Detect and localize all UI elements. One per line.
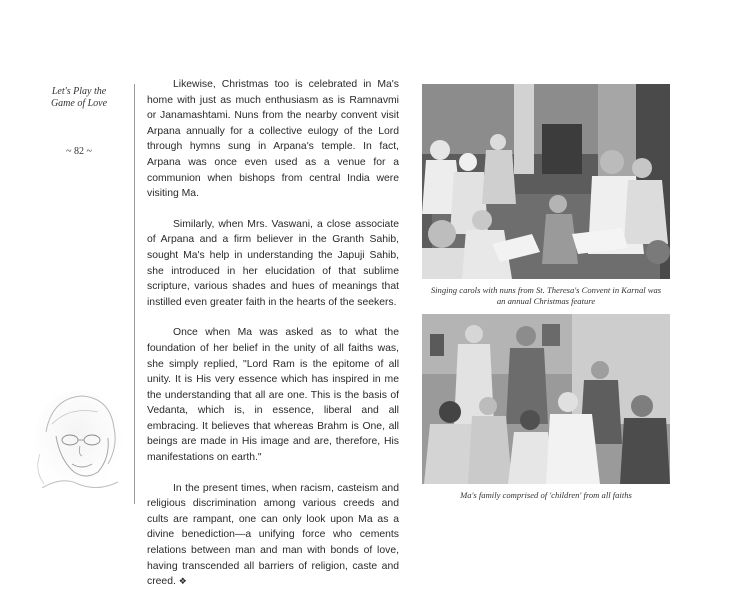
paragraph-2: Similarly, when Mrs. Vaswani, a close associate of Arpana and a firm believer in the Granth Sahib, sought Ma's help in understanding the Japuji Sahib, she introduced in her elucidation of that sublime scripture, various shades and hues of meanings that instilled even greater faith in the hearts of the seekers. (147, 218, 399, 308)
caption-2: Ma's family comprised of 'children' from all faiths (460, 490, 632, 500)
book-title (40, 86, 118, 110)
figure-1 (422, 84, 670, 307)
running-header (40, 86, 118, 157)
figure-2 (422, 314, 670, 501)
vertical-divider (134, 84, 135, 504)
photo-carol-singing (422, 84, 670, 279)
body-text (147, 77, 399, 605)
fleuron-icon: ❖ (178, 576, 187, 587)
book-title-line-2: Game of Love (50, 98, 108, 109)
portrait-sketch (22, 384, 130, 496)
paragraph-4-text: In the present times, when racism, casteism and religious discrimination among various creeds and cults are rampant, one can only look upon Ma as a divine benediction—a unifying force who cements relations between man and man with bonds of love, having transcended all barriers of religion, caste and creed. (147, 482, 399, 588)
photo-family-group (422, 314, 670, 484)
caption-1: Singing carols with nuns from St. Theresa's Convent in Karnal was an annual Christmas feature (430, 285, 662, 306)
paragraph-4 (147, 481, 399, 590)
paragraph-3: Once when Ma was asked as to what the foundation of her belief in the unity of all faiths was, she simply replied, "Lord Ram is the epitome of all unity. It is His very essence which has inspired in me the understanding that all are one. This is the basis of Vedanta, which is, in essence, liberal and all embracing. It believes that whereas Brahm is One, all beings are made in His image and are, therefore, His manifestations on earth." (147, 327, 399, 464)
paragraph-1: Likewise, Christmas too is celebrated in Ma's home with just as much enthusiasm as is Ramnavmi or Janamashtami. Nuns from the nearby convent visit Arpana annually for a collective eulogy of the Lord through hymns sung in Arpana's temple. In fact, Arpana was once even used as a venue for a communion when bishops from central India were visiting Ma. (147, 79, 399, 200)
book-title-line-1: Let's Play the (51, 86, 107, 97)
page-number: ~ 82 ~ (66, 146, 92, 157)
